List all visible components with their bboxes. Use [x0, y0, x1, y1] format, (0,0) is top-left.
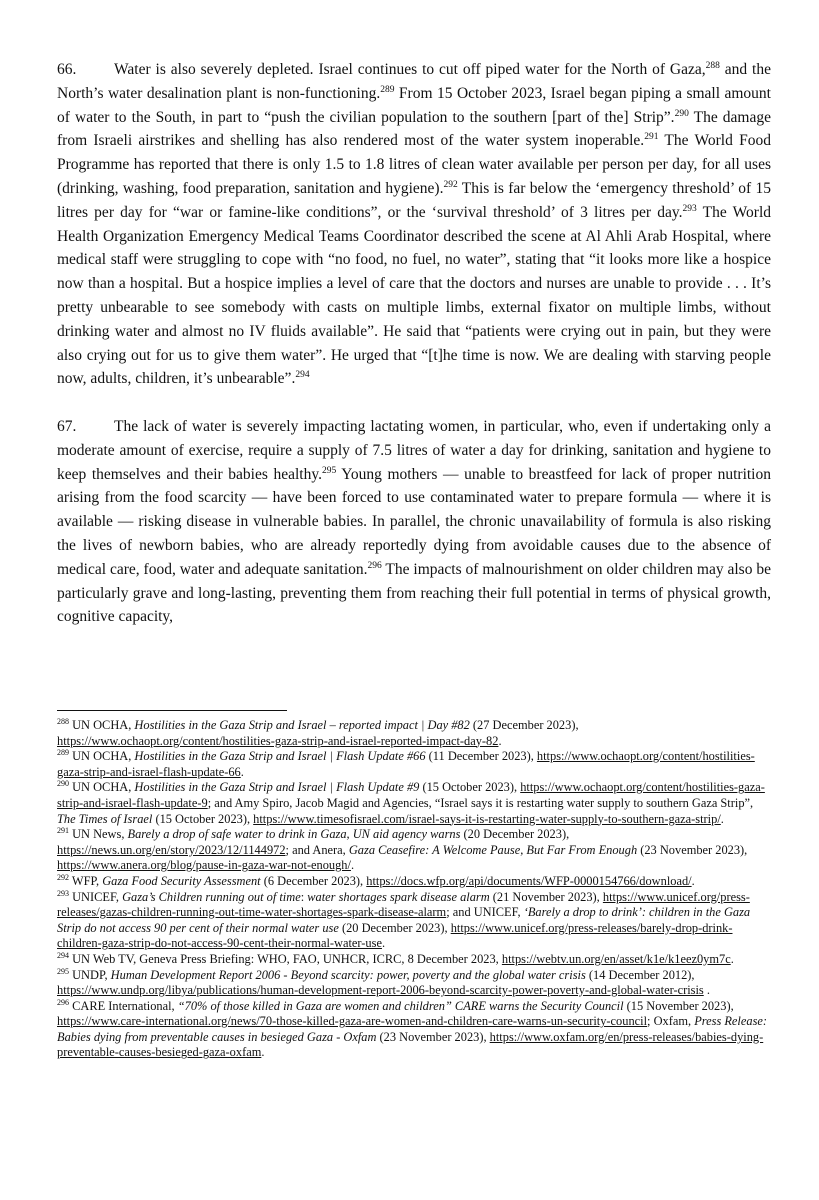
footnote-reference: 291 [644, 132, 659, 143]
footnote [57, 874, 771, 890]
footnote-text: (15 November 2023), [623, 998, 734, 1013]
footnote-number: 289 [57, 748, 69, 758]
footnote-text: . [691, 873, 695, 888]
footnote-text: (11 December 2023), [425, 749, 537, 764]
footnote-reference: 295 [321, 465, 337, 476]
footnote-reference: 289 [380, 84, 395, 95]
footnote [57, 780, 771, 827]
footnote-link[interactable]: https://www.care-international.org/news/70-those-killed-gaza-are-women-and-children-care-warns-un-security-council [57, 1014, 648, 1029]
footnote-text: (15 October 2023), [419, 780, 521, 795]
footnote [57, 890, 771, 952]
footnote-reference: 288 [705, 60, 720, 71]
footnote-link[interactable]: https://www.timesofisrael.com/israel-says-it-is-restarting-water-supply-to-southern-gaza-strip/ [253, 811, 721, 826]
footnote-text: . [730, 951, 734, 966]
citation-title: Hostilities in the Gaza Strip and Israel – reported impact | Day #82 [134, 718, 470, 732]
paragraph-text: The World Food Programme has reported that there is only 1.5 to 1.8 litres of clean water available per person per day, for all uses (drinking, washing, food preparation, sanitation and hygiene). [57, 132, 771, 197]
paragraph-text: The lack of water is severely impacting lactating women, in particular, who, even if undertaking only a moderate amount of exercise, require a supply of 7.5 litres of water a day for drinking, sanitation and hygiene to keep themselves and their babies healthy. [57, 417, 771, 483]
footnote-text: (15 October 2023), [152, 811, 254, 826]
paragraph-text: The damage from Israeli airstrikes and shelling has also rendered most of the water system inoperable. [57, 108, 771, 150]
footnote-link[interactable]: https://webtv.un.org/en/asset/k1e/k1eez0ym7c [501, 951, 731, 966]
paragraph-number: 67. [57, 417, 77, 435]
footnote-number: 291 [57, 826, 69, 836]
paragraph-text: The World Health Organization Emergency Medical Teams Coordinator described the scene at Al Ahli Arab Hospital, where medical staff were struggling to cope with “no food, no fuel, no water”, stating that “it looks more like a hospice now than a hospital. But a hospice implies a level of care that the doctors and nurses are unable to provide . . . It’s pretty unbearable to see somebody with casts on multiple limbs, external fixator on multiple limbs, without drinking water and almost no IV fluids available”. He said that “patients were crying out in pain, but they were also crying out for us to give them water”. He urged that “[t]he time is now. We are dealing with starving people now, adults, children, it’s unbearable”. [57, 203, 771, 388]
footnote-number: 290 [57, 779, 69, 789]
citation-title: Gaza Ceasefire: A Welcome Pause, But Far From Enough [348, 842, 638, 857]
citation-title: Barely a drop of safe water to drink in Gaza, UN aid agency warns [127, 827, 461, 842]
paragraph-text: The impacts of malnourishment on older children may also be particularly grave and long-lasting, preventing them from reaching their full potential in terms of physical growth, cognitive capacity, [57, 560, 772, 626]
footnote-divider [57, 710, 287, 711]
footnote-text: . [350, 858, 355, 873]
footnotes [57, 718, 771, 1061]
footnote-text: (23 November 2023), [376, 1029, 490, 1044]
footnote [57, 718, 771, 749]
footnote-text: ; and UNICEF, [446, 905, 524, 920]
footnote-text: (21 November 2023), [489, 889, 603, 904]
footnote-text: . [703, 983, 710, 998]
footnote-text: (27 December 2023), [469, 718, 579, 732]
footnote [57, 952, 771, 968]
paragraph-text: Young mothers — unable to breastfeed for lack of proper nutrition arising from the food scarcity — have been forced to use contaminated water to prepare formula — where it is available — risking disease in vulnerable babies. In parallel, the chronic unavailability of formula is also risking the lives of newborn babies, who are already reportedly dying from avoidable causes due to the absence of medical care, food, water and adequate sanitation. [57, 465, 771, 578]
footnote-text: . [381, 936, 386, 951]
citation-title: The Times of Israel [57, 811, 153, 826]
citation-title: Gaza’s Children running out of time [122, 889, 301, 904]
footnote-text: (6 December 2023), [260, 873, 367, 888]
footnote-reference: 293 [682, 203, 697, 214]
footnote-text: ; Oxfam, [647, 1014, 695, 1029]
footnote [57, 999, 771, 1061]
citation-title: “70% of those killed in Gaza are women and children” CARE warns the Security Council [177, 998, 624, 1013]
footnote-text: UNICEF, [72, 889, 123, 904]
citation-title: Press Release: Babies dying from preventable causes in besieged Gaza - Oxfam [57, 1014, 768, 1044]
paragraph [57, 415, 771, 629]
footnote-text: (14 December 2012), [585, 967, 695, 982]
footnote-link[interactable]: https://www.ochaopt.org/content/hostilities-gaza-strip-and-israel-reported-impact-day-82 [57, 733, 499, 748]
footnote-link[interactable]: https://www.unicef.org/press-releases/gazas-children-running-out-time-water-shortages-spark-disease-alarm [57, 889, 750, 920]
footnote-text: UN Web TV, Geneva Press Briefing: WHO, FAO, UNHCR, ICRC, 8 December 2023, [72, 951, 502, 966]
footnote-number: 294 [57, 950, 69, 960]
footnote-link[interactable]: https://www.anera.org/blog/pause-in-gaza-war-not-enough/ [57, 858, 351, 873]
footnote-text: UN OCHA, [72, 749, 135, 764]
footnote [57, 827, 771, 874]
paragraph-number: 66. [57, 61, 77, 78]
footnote-link[interactable]: https://www.undp.org/libya/publications/human-development-report-2006-beyond-scarcity-power-poverty-and-global-water-crisis [57, 983, 704, 998]
footnote-link[interactable]: https://www.unicef.org/press-releases/barely-drop-drink-children-gaza-strip-do-not-access-90-cent-their-normal-water-use [57, 920, 733, 951]
footnote-reference: 294 [295, 370, 310, 381]
footnote-text: CARE International, [72, 998, 178, 1013]
footnote-text: ; and Amy Spiro, Jacob Magid and Agencies, “Israel says it is restarting water supply to southern Gaza Strip”, [207, 795, 754, 810]
footnote-text: . [720, 811, 724, 826]
footnote-text: ; and Anera, [285, 842, 349, 857]
footnote-number: 293 [57, 888, 69, 898]
footnote [57, 968, 771, 999]
footnote-number: 296 [57, 997, 69, 1007]
citation-title: ‘Barely a drop to drink’: children in the Gaza Strip do not access 90 per cent of their normal water use [57, 905, 751, 935]
footnote-link[interactable]: https://www.ochaopt.org/content/hostilities-gaza-strip-and-israel-flash-update-66 [57, 749, 755, 779]
footnote-text: UN OCHA, [72, 718, 135, 732]
footnote-text: . [240, 764, 244, 779]
footnote-text: . [261, 1045, 265, 1060]
footnote-text: (20 December 2023), [338, 920, 451, 935]
footnote-text: UNDP, [72, 967, 111, 982]
footnote-text: (23 November 2023), [637, 842, 748, 857]
paragraph-text: Water is also severely depleted. Israel continues to cut off piped water for the North of Gaza, [114, 61, 706, 78]
footnote-text: : [300, 889, 308, 904]
footnote-text: WFP, [71, 873, 103, 888]
citation-title: Gaza Food Security Assessment [102, 873, 261, 888]
footnote-text: . [498, 733, 502, 748]
body-text [57, 58, 771, 653]
footnote-text: (20 December 2023), [460, 827, 570, 842]
footnote-link[interactable]: https://www.oxfam.org/en/press-releases/babies-dying-preventable-causes-besieged-gaza-oxfam [57, 1029, 764, 1060]
paragraph-text: From 15 October 2023, Israel began piping a small amount of water to the South, in part to “push the civilian population to the southern [part of the] Strip”. [57, 84, 771, 126]
footnote-number: 288 [57, 716, 69, 726]
paragraph-text: and the North’s water desalination plant is non-functioning. [57, 61, 771, 102]
footnote-text: UN OCHA, [72, 780, 135, 795]
footnote-reference: 296 [367, 560, 382, 571]
footnote-link[interactable]: https://docs.wfp.org/api/documents/WFP-0000154766/download/ [366, 873, 692, 888]
footnote-reference: 292 [443, 179, 458, 190]
footnote [57, 749, 771, 780]
footnote-number: 292 [57, 872, 69, 882]
citation-title: water shortages spark disease alarm [307, 889, 490, 904]
footnote-number: 295 [57, 966, 69, 976]
citation-title: Hostilities in the Gaza Strip and Israel | Flash Update #66 [134, 749, 426, 764]
footnote-reference: 290 [674, 108, 689, 119]
citation-title: Hostilities in the Gaza Strip and Israel | Flash Update #9 [134, 780, 420, 795]
citation-title: Human Development Report 2006 - Beyond scarcity: power, poverty and the global water crisis [110, 967, 586, 982]
paragraph-text: This is far below the ‘emergency threshold’ of 15 litres per day for “war or famine-like conditions”, or the ‘survival threshold’ of 3 litres per day. [57, 179, 771, 221]
footnote-link[interactable]: https://news.un.org/en/story/2023/12/1144972 [57, 842, 286, 857]
footnote-text: UN News, [72, 827, 128, 842]
footnote-link[interactable]: https://www.ochaopt.org/content/hostilities-gaza-strip-and-israel-flash-update-9 [57, 780, 765, 810]
paragraph [57, 58, 771, 391]
